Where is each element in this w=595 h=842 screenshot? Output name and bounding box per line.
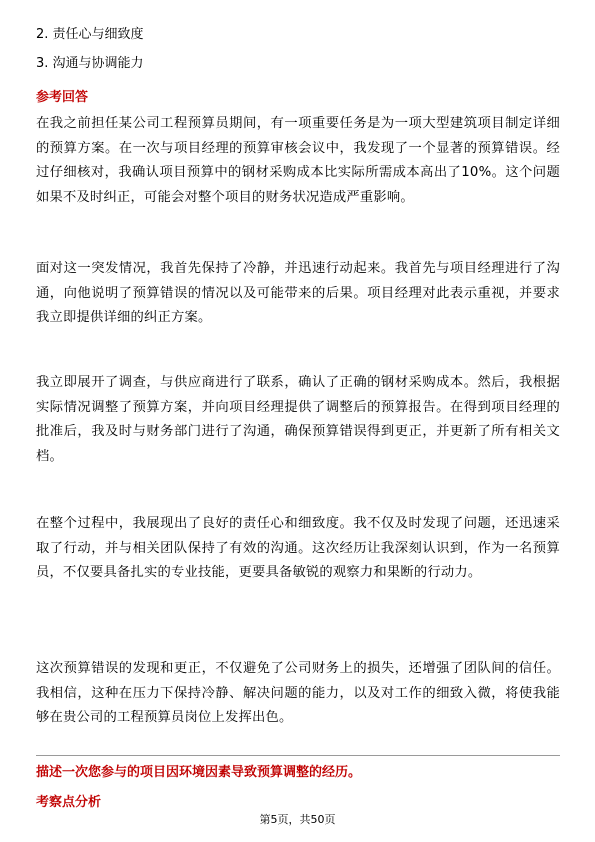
answer-paragraph-2: 面对这一突发情况，我首先保持了冷静，并迅速行动起来。我首先与项目经理进行了沟通，向他说明了预算错误的情况以及可能带来的后果。项目经理对此表示重视，并要求我立即提供详细的纠正方案。 (36, 261, 560, 326)
answer-paragraph-1: 在我之前担任某公司工程预算员期间，有一项重要任务是为一项大型建筑项目制定详细的预算方案。在一次与项目经理的预算审核会议中，我发现了一个显著的预算错误。经过仔细核对，我确认项目预算中的钢材采购成本比实际所需成本高出了10%。这个问题如果不及时纠正，可能会对整个项目的财务状况造成严重影响。 (36, 116, 560, 205)
next-question: 描述一次您参与的项目因环境因素导致预算调整的经历。 (36, 765, 362, 780)
answer-paragraph-4: 在整个过程中，我展现出了良好的责任心和细致度。我不仅及时发现了问题，还迅速采取了行动，并与相关团队保持了有效的沟通。这次经历让我深刻认识到，作为一名预算员，不仅要具备扎实的专业技能，更要具备敏锐的观察力和果断的行动力。 (36, 516, 560, 581)
section-divider (36, 755, 560, 756)
competency-item-3: 3. 沟通与协调能力 (36, 56, 144, 71)
competency-item-2: 2. 责任心与细致度 (36, 27, 144, 42)
page-number: 第5页，共50页 (259, 813, 336, 826)
analysis-heading: 考察点分析 (36, 795, 102, 810)
answer-paragraph-5: 这次预算错误的发现和更正，不仅避免了公司财务上的损失，还增强了团队间的信任。我相信，这种在压力下保持冷静、解决问题的能力，以及对工作的细致入微，将使我能够在贵公司的工程预算员岗位上发挥出色。 (36, 661, 560, 726)
answer-paragraph-3: 我立即展开了调查，与供应商进行了联系，确认了正确的钢材采购成本。然后，我根据实际情况调整了预算方案，并向项目经理提供了调整后的预算报告。在得到项目经理的批准后，我及时与财务部门进行了沟通，确保预算错误得到更正，并更新了所有相关文档。 (36, 375, 560, 464)
answer-heading: 参考回答 (36, 90, 89, 105)
